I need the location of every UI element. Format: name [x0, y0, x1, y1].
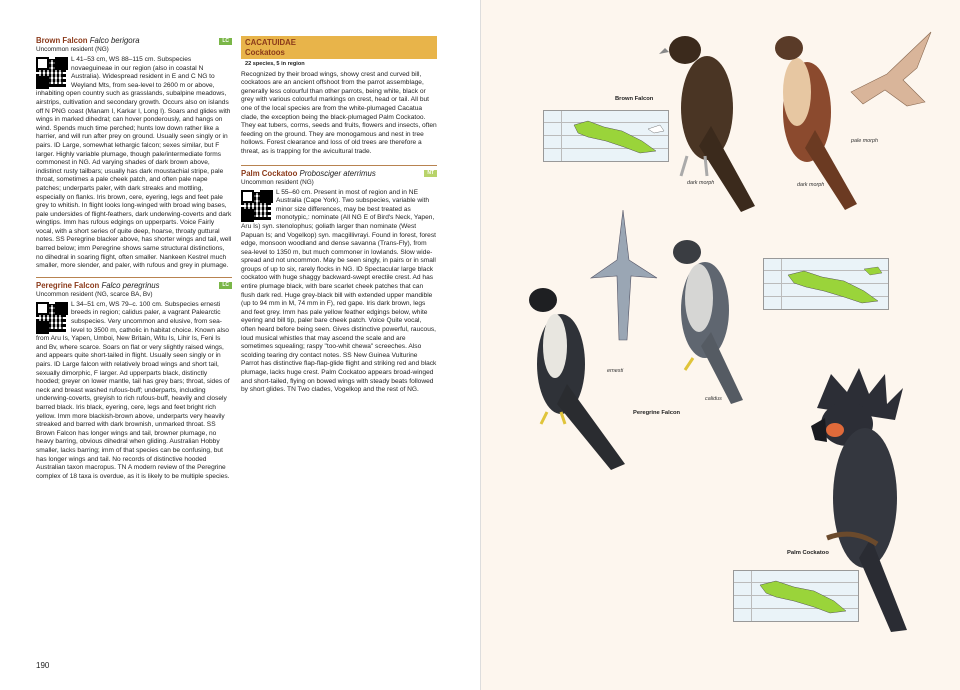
pale-morph-flight-illustration: [847, 28, 935, 128]
species-status: Uncommon resident (NG): [36, 46, 109, 53]
plate-note-pale-morph: pale morph: [851, 138, 878, 144]
peregrine-heading: [36, 281, 232, 291]
species-text: L 55–60 cm. Present in most of region and in NE Australia (Cape York). Two subspecies, variable with minor size differences, may be best treated as monotypic,: nominate (All NG E of Bird's Neck, Yapen, Aru Is) syn. stenolophus; goliath larger than nominate (West Papuan Is; and Vogelkop) syn. macgillivrayi. Found in forest, forest edge, monsoon woodland and dense savanna (Trans-Fly), from sea-level to 1350 m, but much commoner in lowlands. Slow wide-spread and not uncommon. May be seen singly, in pairs or in small groups of up to six, rarely flocks in NG. ID Spectacular large black cockatoo with huge shaggy backward-swept erectile crest. Ad has entire plumage black, with bare scarlet cheek patches that can flush dark red. Huge grey-black bill with extended upper mandible (up to 94 mm in M, 74 mm in F), red gape. Iris dark brown, legs and feet grey. Imm has pale yellow feather edgings below, white eyering and bill tip, paler bare cheek patch. Voice Quite vocal, often heard before being seen. Gives distinctive powerful, raucous, loud musical whistles that may ascend the scale and are sometimes squealing; raspy "too-whit chewa" screeches. Also scolding tearing dry contact notes. SS New Guinea Vulturine Parrot has distinctive flap-flap-glide flight and striking red and black plumage, lacks huge crest. Palm Cockatoo appears broad-winged and short-tailed, flying on bowed wings with steady beats followed by short glides. TN Two clades, Vogelkop and the rest of NG.: [241, 188, 437, 394]
new-guinea-map: [544, 111, 668, 161]
species-name: Palm Cockatoo: [241, 168, 298, 178]
divider: [241, 165, 437, 166]
column-left: [36, 36, 232, 481]
species-text: L 34–51 cm, WS 79–c. 100 cm. Subspecies ernesti breeds in region; calidus paler, a vagrant Palearctic subspecies. Very uncommon and elusive, from sea-level to 3500 m, catholic in habitat choice. Known also from Aru Is, Yapen, Umboi, New Britain, Witu Is, Lihir Is, Feni Is and Bv, where scarce. Soars on flat or very slightly raised wings, and appears quite short-tailed in flight. Usually seen singly or in pairs. ID Large falcon with relatively broad wings and short tail, sexually dimorphic, F larger. Ad upperparts black, distinctly hooded; greyer on lower mantle, tail has grey bars; throat, sides of neck and breast washed rufous-buff; underparts, including underwing-coverts, greyish to rich rufous-buff, heavily and closely barred black. Iris black, eyering, cere, legs and feet bright rich yellow. Imm more blackish-brown above, underparts very heavily streaked and barred with dark brownish, unmarked throat. SS Brown Falcon has longer wings and tail, browner plumage, no heavy barring, obvious dihedral when gliding. Australian Hobby smaller, lacks barring; imm of that species can be confusing, but has longer wings and tail. No records of distinctive hooded Australian taxon macropus. TN A modern review of the Peregrine complex of 18 taxa is overdue, as it is likely to be multiple species.: [36, 300, 230, 480]
status-badge: LC: [219, 38, 232, 45]
species-scientific-name: Falco berigora: [89, 36, 140, 45]
species-status: Uncommon resident (NG, scarce BA, Bv): [36, 290, 153, 298]
plate-label-brown-falcon: Brown Falcon: [615, 96, 654, 102]
palm-cockatoo-illustration: [807, 368, 937, 634]
species-text: L 41–53 cm, WS 88–115 cm. Subspecies novaeguineae in our region (also in coastal N Australia). Widespread resident in E and C NG to Weyland Mts, from sea-level to 2600 m or above, inhabiting open country such as grasslands, subalpine meadows, airstrips, cultivation and secondary growth. Occurs also on islands off N PNG coast (Manam I, Karkar I, Long I). Soars and glides with wings in marked dihedral; can hover ponderously, and hangs on wind. Spends much time perched; hunts low down rather like a harrier, and will run after prey on ground. Usually seen singly or in pairs. ID Large, somewhat lethargic falcon; sexes similar, but F larger. Highly variable plumage, though pale/intermediate forms commonest in NG. Ad varying shades of dark brown above, indistinct rusty tailbars; usually has dark moustachial stripe, pale throat, sometimes a pale cheek patch, and often pale nape patches; underparts paler, with dark streaks and mottling, especially on flanks. Iris brown, cere, eyering, legs and feet pale grey to whitish. In flight looks long-winged with broad wing bases, pale undersides of flight-feathers, dark underwing-coverts and dark wingtips. Imm has rufous edgings on upperparts. Voice Fairly vocal, with a short series of quite deep, hoarse, throaty guttural notes. SS Peregrine blacker above, has shorter wings and tail, well barred below; imm Peregrine shows same structural distinctions, no dihedral in soaring flight, often smaller. Nankeen Kestrel much smaller, more slender, and paler, with rufous and grey in plumage.: [36, 56, 232, 270]
status-badge: LC: [219, 282, 232, 289]
species-name: Brown Falcon: [36, 36, 88, 45]
family-common-name: Cockatoos: [245, 47, 285, 57]
qr-code-icon[interactable]: [36, 57, 66, 87]
plate-note-dark-morph: dark morph: [687, 180, 715, 186]
status-badge: NT: [424, 170, 437, 177]
plate-note-ernesti: ernesti: [607, 368, 624, 374]
family-count: 22 species, 5 in region: [245, 61, 305, 67]
species-scientific-name: Falco peregrinus: [101, 280, 160, 290]
brown-falcon-heading: [36, 36, 232, 46]
palm-cockatoo-heading: [241, 169, 437, 179]
plate-note-calidus: calidus: [705, 396, 722, 402]
plate-label-peregrine-falcon: Peregrine Falcon: [633, 410, 681, 416]
brown-falcon-dark-illustration: [659, 26, 769, 221]
qr-code-icon[interactable]: [241, 190, 271, 220]
family-name: CACATUIDAE: [245, 38, 296, 47]
plate-note-dark-morph: dark morph: [797, 182, 825, 188]
divider: [36, 277, 232, 278]
new-guinea-map: [764, 259, 888, 309]
range-map: [763, 258, 889, 310]
page-number: 190: [36, 661, 50, 670]
species-name: Peregrine Falcon: [36, 280, 100, 290]
peregrine-calidus-illustration: [667, 236, 759, 406]
plate-label-palm-cockatoo: Palm Cockatoo: [787, 550, 829, 556]
qr-code-icon[interactable]: [36, 302, 66, 332]
range-map: [543, 110, 669, 162]
family-text: Recognized by their broad wings, showy crest and curved bill, cockatoos are an ancient offshoot from the parrot assemblage, generally less colourful than other parrots, being white, black or grey with various colourful markings on crest, head or tail. All but one of the local species are from the white-plumaged Cacatua clade, the exception being the black-plumaged Palm Cockatoo. They eat tubers, corms, seeds and fruits, flowers and insects, often feeding on the ground. They are monogamous and nest in tree hollows. Forest clearance and loss of old trees are therefore a threat, as is trapping for the avicultural trade.: [241, 70, 437, 155]
species-status: Uncommon resident (NG): [241, 178, 314, 186]
species-scientific-name: Probosciger aterrimus: [299, 168, 376, 178]
peregrine-ernesti-illustration: [521, 284, 631, 474]
family-header: [241, 36, 437, 59]
plate-page: [480, 0, 960, 690]
column-right: [241, 36, 437, 395]
